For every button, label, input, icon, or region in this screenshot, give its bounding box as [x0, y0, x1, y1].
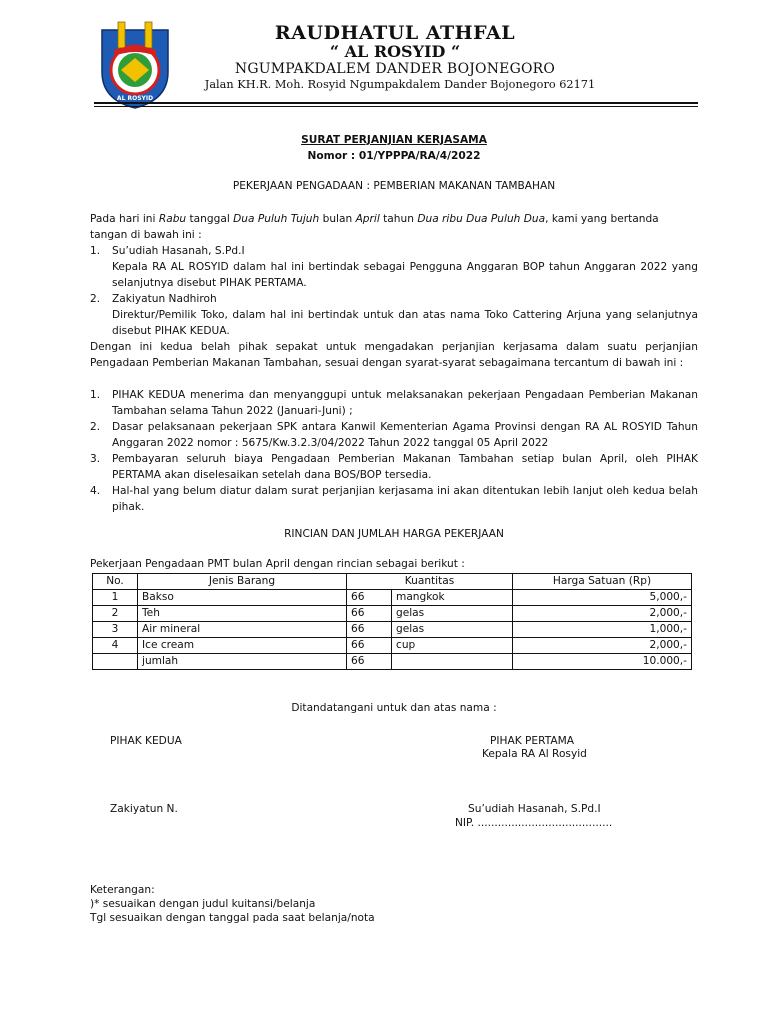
- price-table: [92, 573, 692, 670]
- letterhead-rule: [94, 102, 698, 104]
- svg-text:AL ROSYID: AL ROSYID: [116, 95, 154, 102]
- term-item: 2. Dasar pelaksanaan pekerjaan SPK antara Kanwil Kementerian Agama Provinsi dengan RA AL ROSYID Tahun Anggaran 2022 nomor : 5675/Kw.3.2.3/04/2022 Tahun 2022 tanggal 05 April 2022: [90, 421, 698, 449]
- school-logo: [96, 20, 174, 110]
- document-number: Nomor : 01/YPPPA/RA/4/2022: [307, 150, 481, 162]
- institution-subname: “ AL ROSYID “: [329, 42, 461, 61]
- table-total-row: jumlah 66 10.000,-: [93, 654, 692, 670]
- right-signer-nip: NIP. ........................................: [455, 817, 613, 829]
- right-party-title: PIHAK PERTAMA: [490, 735, 574, 747]
- party-description: Kepala RA AL ROSYID dalam hal ini bertindak sebagai Pengguna Anggaran BOP tahun Anggaran 2022 yang selanjutnya disebut PIHAK PERTAMA.: [112, 261, 698, 289]
- header-price: Harga Satuan (Rp): [513, 574, 692, 590]
- right-party-subtitle: Kepala RA Al Rosyid: [482, 748, 587, 760]
- party-name: Su’udiah Hasanah, S.Pd.I: [112, 245, 245, 257]
- document-subject: PEKERJAAN PENGADAAN : PEMBERIAN MAKANAN TAMBAHAN: [232, 180, 556, 192]
- header-no: No.: [93, 574, 138, 590]
- notes-heading: Keterangan:: [90, 884, 155, 896]
- institution-name: RAUDHATUL ATHFAL: [274, 22, 516, 44]
- left-party-title: PIHAK KEDUA: [110, 735, 182, 747]
- letterhead-rule-thin: [94, 106, 698, 107]
- notes-line-1: )* sesuaikan dengan judul kuitansi/belanja: [90, 898, 316, 910]
- header-item: Jenis Barang: [138, 574, 347, 590]
- term-item: 3. Pembayaran seluruh biaya Pengadaan Pemberian Makanan Tambahan setiap bulan April, oleh PIHAK PERTAMA akan diselesaikan setelah dana BOS/BOP tersedia.: [90, 453, 698, 481]
- terms-list: [90, 387, 698, 515]
- header-qty: Kuantitas: [347, 574, 513, 590]
- right-signer-name: Su’udiah Hasanah, S.Pd.I: [468, 803, 601, 815]
- notes-line-2: Tgl sesuaikan dengan tanggal pada saat belanja/nota: [90, 912, 375, 924]
- parties-list: [90, 243, 698, 339]
- agreement-intro: Dengan ini kedua belah pihak sepakat untuk mengadakan perjanjian kerjasama dalam suatu perjanjian Pengadaan Pemberian Makanan Tambahan, sesuai dengan syarat-syarat sebagaimana tercantum di bawah ini :: [90, 341, 698, 369]
- party-description: Direktur/Pemilik Toko, dalam hal ini bertindak untuk dan atas nama Toko Cattering Arjuna yang selanjutnya disebut PIHAK KEDUA.: [112, 309, 698, 337]
- table-row: 4 Ice cream 66 cup 2,000,-: [93, 638, 692, 654]
- intro-paragraph: Pada hari ini Rabu tanggal Dua Puluh Tujuh bulan April tahun Dua ribu Dua Puluh Dua, kami yang bertanda tangan di bawah ini :: [90, 213, 659, 241]
- table-row: 2 Teh 66 gelas 2,000,-: [93, 606, 692, 622]
- term-item: 4. Hal-hal yang belum diatur dalam surat perjanjian kerjasama ini akan ditentukan lebih lanjut oleh kedua belah pihak.: [90, 485, 698, 513]
- party-name: Zakiyatun Nadhiroh: [112, 293, 217, 305]
- document-title: SURAT PERJANJIAN KERJASAMA: [301, 134, 487, 146]
- details-intro: Pekerjaan Pengadaan PMT bulan April dengan rincian sebagai berikut :: [90, 558, 465, 570]
- table-row: 3 Air mineral 66 gelas 1,000,-: [93, 622, 692, 638]
- party-item: 1. Su’udiah Hasanah, S.Pd.I Kepala RA AL ROSYID dalam hal ini bertindak sebagai Pengguna Anggaran BOP tahun Anggaran 2022 yang selanjutnya disebut PIHAK PERTAMA.: [90, 245, 698, 289]
- signature-intro: Ditandatangani untuk dan atas nama :: [291, 702, 497, 714]
- institution-address: Jalan KH.R. Moh. Rosyid Ngumpakdalem Dander Bojonegoro 62171: [204, 78, 596, 91]
- table-row: 1 Bakso 66 mangkok 5,000,-: [93, 590, 692, 606]
- details-heading: RINCIAN DAN JUMLAH HARGA PEKERJAAN: [284, 528, 504, 540]
- institution-location: NGUMPAKDALEM DANDER BOJONEGORO: [234, 61, 556, 77]
- term-item: 1. PIHAK KEDUA menerima dan menyanggupi untuk melaksanakan pekerjaan Pengadaan Pemberian Makanan Tambahan selama Tahun 2022 (Januari-Juni) ;: [90, 389, 698, 417]
- party-item: 2. Zakiyatun Nadhiroh Direktur/Pemilik Toko, dalam hal ini bertindak untuk dan atas nama Toko Cattering Arjuna yang selanjutnya disebut PIHAK KEDUA.: [90, 293, 698, 337]
- left-signer-name: Zakiyatun N.: [110, 803, 178, 815]
- table-header-row: [93, 574, 692, 590]
